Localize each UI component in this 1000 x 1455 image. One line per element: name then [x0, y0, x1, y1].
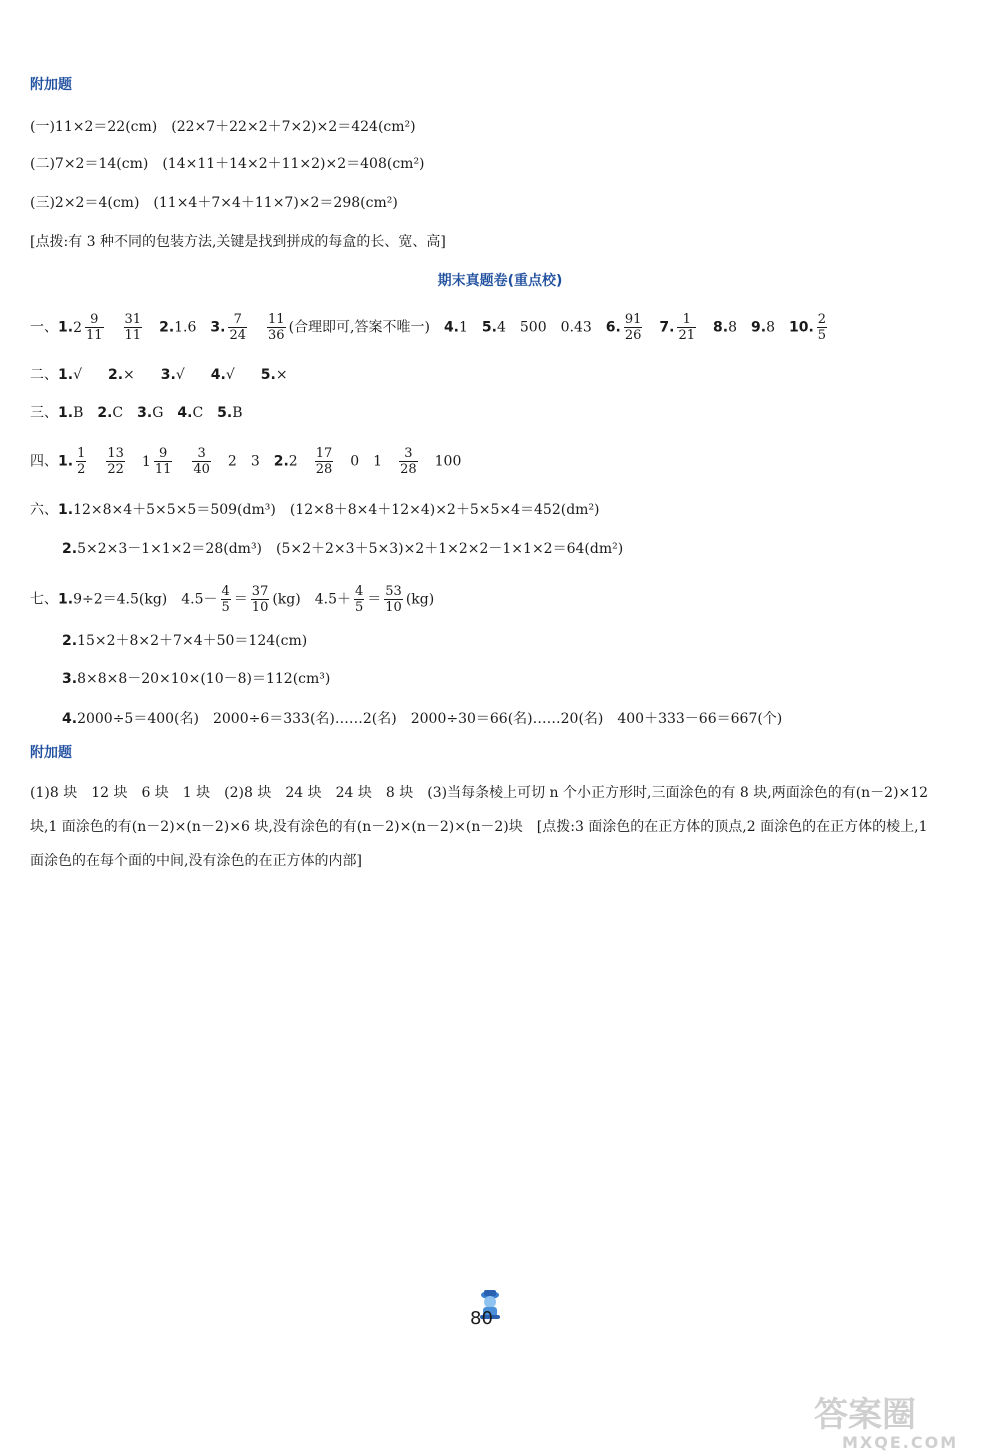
- q1-item10-frac: $\frac{2}{5}$: [817, 312, 827, 343]
- q7-item1-unit: (kg): [405, 591, 435, 608]
- q3-item3-number: 3.: [137, 405, 153, 421]
- q2-item3-number: 3.: [160, 367, 176, 383]
- q1-item3-frac-a: $\frac{7}{24}$: [229, 312, 247, 343]
- q6-row-2: [62, 539, 623, 559]
- q7-frac-2: $\frac{37}{10}$: [251, 584, 269, 615]
- svg-text:答案圈: 答案圈: [814, 1395, 916, 1435]
- section2-title: 期末真题卷(重点校): [437, 273, 563, 289]
- q3-item3-answer: G: [152, 405, 164, 421]
- q4-item2-mid: 0 1: [350, 453, 383, 470]
- q3-item1-number: 1.: [58, 405, 74, 421]
- section1-line-3: (三)2×2＝4(cm) (11×4＋7×4＋11×7)×2＝298(cm²): [30, 195, 398, 211]
- section3-title: 附加题: [30, 745, 72, 761]
- q4-frac-4: $\frac{3}{40}$: [193, 446, 210, 477]
- q7-item3-answer: 8×8×8－20×10×(10－8)＝112(cm³): [77, 671, 331, 687]
- q1-item1-number: 1.: [58, 319, 74, 336]
- q4-frac-1: $\frac{1}{2}$: [77, 446, 86, 477]
- q2-item5-answer: ×: [275, 367, 288, 383]
- q4-item2-number: 2.: [273, 453, 289, 470]
- q2-item4-number: 4.: [210, 367, 226, 383]
- q7-frac-4: $\frac{53}{10}$: [385, 584, 402, 615]
- q1-item6-number: 6.: [605, 319, 621, 336]
- q7-prefix: 七、: [30, 591, 58, 608]
- q7-row-3: [62, 669, 330, 689]
- q7-item3-number: 3.: [62, 671, 78, 687]
- q7-frac-1: $\frac{4}{5}$: [221, 584, 230, 615]
- q1-item1-frac-a: $\frac{9}{11}$: [85, 312, 103, 343]
- q7-item1-start: 9÷2＝4.5(kg) 4.5－: [73, 591, 218, 608]
- q1-item7-number: 7.: [659, 319, 675, 336]
- q4-frac-3: $\frac{9}{11}$: [154, 446, 172, 477]
- q7-item4-number: 4.: [62, 711, 78, 727]
- q3-item5-number: 5.: [217, 405, 233, 421]
- q2-item2-number: 2.: [107, 367, 124, 383]
- q4-item1-tail: 2 3: [227, 453, 260, 470]
- q6-prefix: 六、: [30, 502, 58, 518]
- q2-item1-answer: √: [73, 367, 82, 383]
- q1-item9-answer: 8: [766, 319, 775, 336]
- q6-item2-number: 2.: [62, 541, 78, 557]
- q1-item6-frac: $\frac{91}{26}$: [624, 312, 642, 343]
- section1-tip: [点拨:有 3 种不同的包装方法,关键是找到拼成的每盒的长、宽、高]: [30, 234, 446, 250]
- q3-item2-number: 2.: [97, 405, 113, 421]
- section1-line-1: (一)11×2＝22(cm) (22×7＋22×2＋7×2)×2＝424(cm²): [30, 119, 416, 135]
- q2-item1-number: 1.: [58, 367, 74, 383]
- q7-item1-mid: (kg) 4.5＋: [272, 591, 351, 608]
- q3-row: [30, 403, 243, 423]
- q7-row-4: [62, 709, 782, 729]
- q7-item1-number: 1.: [58, 591, 74, 608]
- q1-item9-number: 9.: [751, 319, 767, 336]
- q1-item2-number: 2.: [159, 319, 175, 336]
- q7-row-2: [62, 631, 307, 651]
- q4-item1-number: 1.: [58, 453, 74, 470]
- q4-frac-6: $\frac{3}{28}$: [400, 446, 417, 477]
- q1-item5-number: 5.: [481, 319, 497, 336]
- q1-item8-number: 8.: [713, 319, 729, 336]
- q7-item4-answer: 2000÷5＝400(名) 2000÷6＝333(名)……2(名) 2000÷30＝66(名)……20(名) 400＋333－66＝667(个): [77, 711, 783, 727]
- section3-text: (1)8 块 12 块 6 块 1 块 (2)8 块 24 块 24 块 8 块 (3)当每条棱上可切 n 个小正方形时,三面涂色的有 8 块,两面涂色的有(n－2)×12 块,1 面涂色的有(n－2)×(n－2)×6 块,没有涂色的有(n－2)×(n－2)×(n－2)块 [点拨:3 面涂色的在正方体的顶点,2 面涂色的在正方体的棱上,1 面涂色的在每个面的中间,没有涂色的在正方体的内部]: [30, 785, 929, 869]
- q2-item2-answer: ×: [123, 367, 135, 383]
- watermark-logo-icon: [806, 1394, 996, 1452]
- q1-item7-frac: $\frac{1}{21}$: [678, 312, 696, 343]
- q6-item1-answer: 12×8×4＋5×5×5＝509(dm³) (12×8＋8×4＋12×4)×2＋5×5×4＝452(dm²): [73, 502, 600, 518]
- q2-item5-number: 5.: [260, 367, 276, 383]
- q6-item1-number: 1.: [58, 502, 74, 518]
- q3-item4-number: 4.: [177, 405, 193, 421]
- q4-item2-answer: 2: [288, 453, 298, 470]
- section1-title: 附加题: [30, 77, 72, 93]
- q2-item4-answer: √: [225, 367, 235, 383]
- q1-prefix: 一、: [30, 319, 58, 336]
- q7-item2-answer: 15×2＋8×2＋7×4＋50＝124(cm): [77, 633, 308, 649]
- q3-item5-answer: B: [232, 405, 243, 421]
- q2-item3-answer: √: [175, 367, 185, 383]
- q1-item3-note: (合理即可,答案不唯一): [288, 319, 430, 336]
- q1-item4-answer: 1: [459, 319, 468, 336]
- q4-row: [30, 446, 461, 477]
- q1-item1-frac-b: $\frac{31}{11}$: [124, 312, 142, 343]
- q7-row-1: [30, 584, 434, 615]
- section1-line-2: (二)7×2＝14(cm) (14×11＋14×2＋11×2)×2＝408(cm²): [30, 156, 425, 172]
- q7-equals-2: ＝: [367, 591, 382, 608]
- q4-frac-5: $\frac{17}{28}$: [315, 446, 333, 477]
- q7-frac-3: $\frac{4}{5}$: [354, 584, 364, 615]
- q3-item2-answer: C: [112, 405, 124, 421]
- q1-item10-number: 10.: [788, 319, 814, 336]
- q1-item8-answer: 8: [728, 319, 737, 336]
- q3-item1-answer: B: [73, 405, 84, 421]
- q1-item4-number: 4.: [443, 319, 459, 336]
- q4-item2-tail: 100: [434, 453, 462, 470]
- page-number: 80: [470, 1308, 493, 1329]
- q3-item4-answer: C: [192, 405, 204, 421]
- q3-prefix: 三、: [30, 405, 58, 421]
- q1-item1-whole: 2: [73, 319, 82, 336]
- q4-frac-2: $\frac{13}{22}$: [107, 446, 124, 477]
- q2-prefix: 二、: [30, 367, 58, 383]
- q1-item1-mixed: [73, 312, 106, 343]
- q7-item2-number: 2.: [62, 633, 78, 649]
- q4-mixed: 1 $\frac{9}{11}$: [141, 446, 172, 477]
- q1-item3-frac-b: $\frac{11}{36}$: [268, 312, 285, 343]
- q1-item5-answer: 4 500 0.43: [496, 319, 592, 336]
- q1-row: [30, 312, 830, 343]
- q2-row: [30, 365, 288, 385]
- q4-prefix: 四、: [30, 453, 58, 470]
- q1-item3-number: 3.: [210, 319, 226, 336]
- svg-text:MXQE.COM: MXQE.COM: [842, 1433, 959, 1452]
- q6-row-1: [30, 500, 600, 520]
- q7-equals-1: ＝: [233, 591, 248, 608]
- q6-item2-answer: 5×2×3－1×1×2＝28(dm³) (5×2＋2×3＋5×3)×2＋1×2×2－1×1×2＝64(dm²): [77, 541, 624, 557]
- q1-item2-answer: 1.6: [174, 319, 197, 336]
